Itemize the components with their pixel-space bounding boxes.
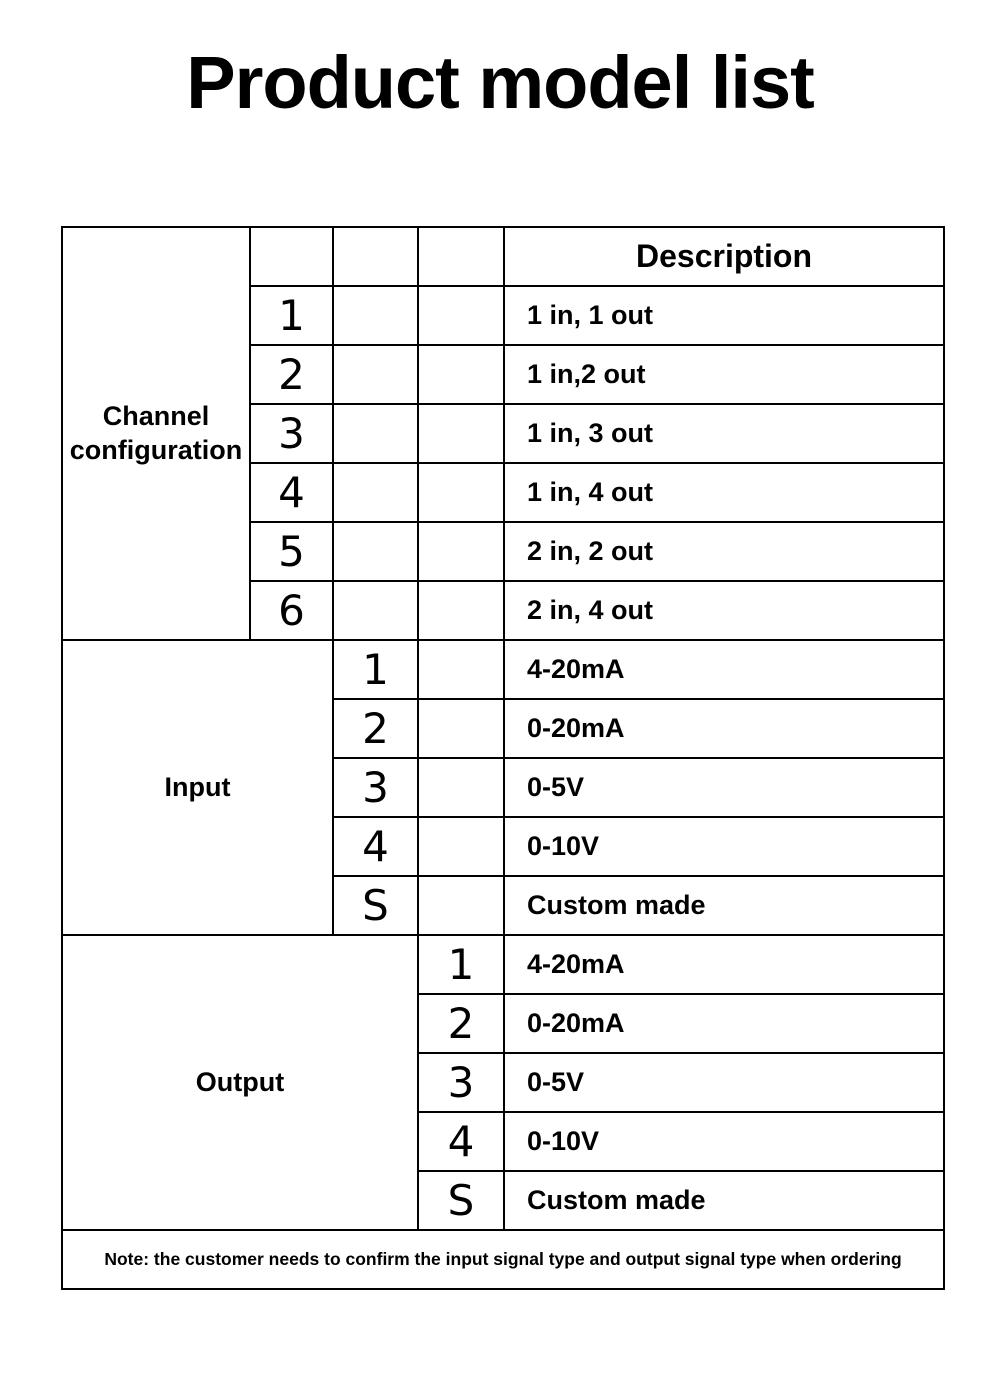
output-code: 2 [418,994,504,1053]
description-header: Description [504,227,944,286]
channel-code: 3 [250,404,333,463]
channel-code: 6 [250,581,333,640]
output-label: Output [62,935,418,1230]
ordering-note: Note: the customer needs to confirm the input signal type and output signal type when ordering [62,1230,944,1289]
channel-desc: 1 in, 4 out [504,463,944,522]
input-desc: 0-10V [504,817,944,876]
input-desc: 4-20mA [504,640,944,699]
channel-config-label [62,227,250,640]
output-code: 3 [418,1053,504,1112]
channel-desc: 2 in, 2 out [504,522,944,581]
input-code: S [333,876,418,935]
table-header-row [62,227,944,286]
channel-desc: 2 in, 4 out [504,581,944,640]
table-row [62,935,944,994]
channel-desc: 1 in,2 out [504,345,944,404]
input-code: 3 [333,758,418,817]
output-desc: 0-20mA [504,994,944,1053]
output-desc: 0-10V [504,1112,944,1171]
output-code: 1 [418,935,504,994]
header-empty-cell [250,227,333,286]
table-row [62,640,944,699]
page-title: Product model list [186,41,814,124]
channel-label-line1: Channel [102,400,210,431]
input-label: Input [62,640,333,935]
channel-desc: 1 in, 3 out [504,404,944,463]
input-code: 1 [333,640,418,699]
input-desc: 0-20mA [504,699,944,758]
channel-desc: 1 in, 1 out [504,286,944,345]
channel-code: 1 [250,286,333,345]
channel-code: 4 [250,463,333,522]
input-code: 4 [333,817,418,876]
channel-code: 5 [250,522,333,581]
header-empty-cell [418,227,504,286]
input-desc: 0-5V [504,758,944,817]
input-code: 2 [333,699,418,758]
note-row [62,1230,944,1289]
output-code: 4 [418,1112,504,1171]
channel-label-line2: configuration [69,434,243,465]
product-model-table [61,226,945,1290]
channel-code: 2 [250,345,333,404]
output-desc: 0-5V [504,1053,944,1112]
output-code: S [418,1171,504,1230]
output-desc: 4-20mA [504,935,944,994]
header-empty-cell [333,227,418,286]
output-desc: Custom made [504,1171,944,1230]
input-desc: Custom made [504,876,944,935]
